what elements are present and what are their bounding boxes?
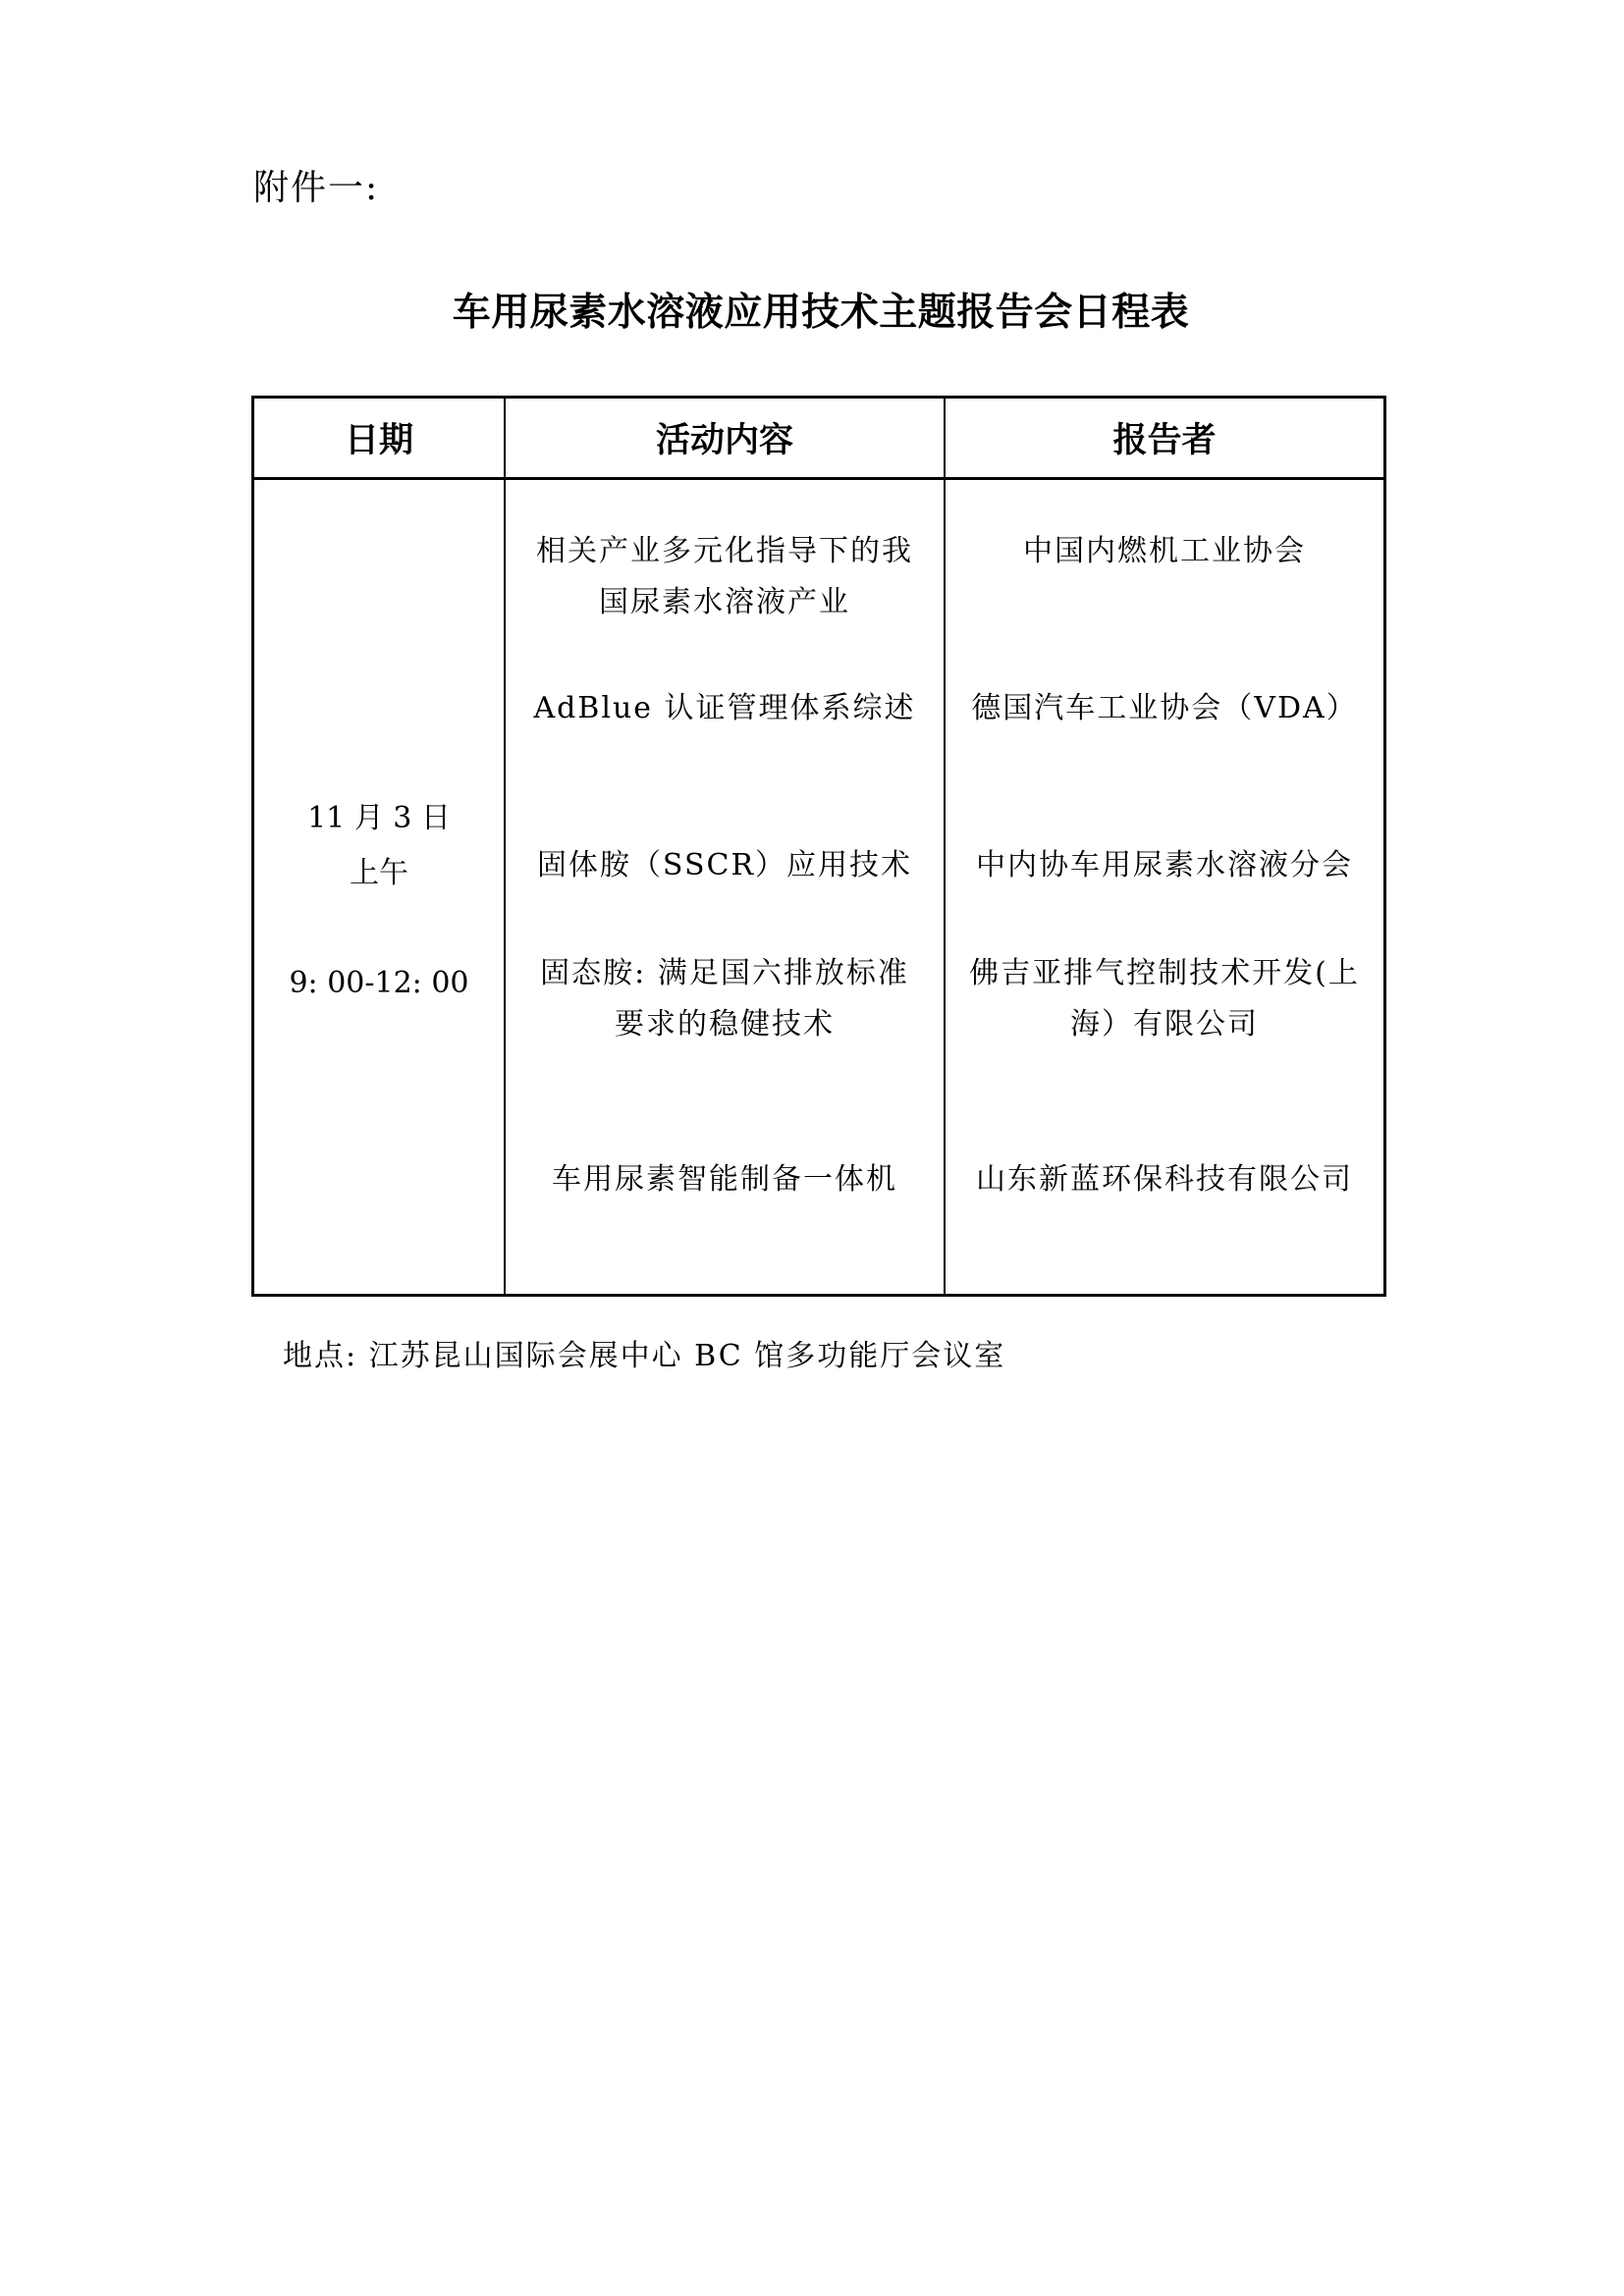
presenter-cell: [946, 683, 1383, 734]
schedule-table: [251, 396, 1386, 1297]
activity-cell: [506, 683, 944, 734]
presenter-line: 佛吉亚排气控制技术开发(上: [969, 956, 1360, 990]
activity-line: 车用尿素智能制备一体机: [552, 1162, 897, 1197]
activity-cell: [506, 1154, 944, 1205]
presenter-line: 山东新蓝环保科技有限公司: [976, 1162, 1353, 1197]
activity-line: 固体胺（SSCR）应用技术: [536, 848, 913, 882]
header-presenter: 报告者: [1112, 421, 1217, 460]
presenter-line: 中国内燃机工业协会: [1023, 534, 1306, 568]
header-divider: [254, 477, 1383, 480]
presenter-cell: [946, 948, 1383, 1050]
presenter-line: 德国汽车工业协会（VDA）: [971, 691, 1358, 725]
presenter-line: 海）有限公司: [1070, 1007, 1259, 1041]
presenter-cell: [946, 840, 1383, 891]
activity-line: AdBlue 认证管理体系综述: [533, 691, 916, 725]
attachment-label: 附件一:: [253, 168, 380, 208]
presenter-cell: [946, 526, 1383, 577]
activity-line: 固态胺: 满足国六排放标准: [540, 956, 909, 990]
activity-cell: [506, 948, 944, 1050]
activity-line: 要求的稳健技术: [615, 1007, 835, 1041]
activity-cell: [506, 840, 944, 891]
page-title: 车用尿素水溶液应用技术主题报告会日程表: [452, 291, 1190, 335]
date-time: 9: 00-12: 00: [289, 966, 469, 1000]
presenter-line: 中内协车用尿素水溶液分会: [976, 848, 1353, 882]
date-period: 上午: [350, 856, 408, 890]
header-activity: 活动内容: [655, 421, 793, 460]
activity-line: 相关产业多元化指导下的我: [536, 534, 913, 568]
presenter-cell: [946, 1154, 1383, 1205]
header-date: 日期: [344, 421, 413, 460]
activity-cell: [506, 526, 944, 628]
date-cell: [254, 791, 504, 1011]
location-note: 地点: 江苏昆山国际会展中心 BC 馆多功能厅会议室: [283, 1339, 1006, 1373]
date-day: 11 月 3 日: [307, 801, 451, 835]
activity-line: 国尿素水溶液产业: [599, 585, 850, 619]
